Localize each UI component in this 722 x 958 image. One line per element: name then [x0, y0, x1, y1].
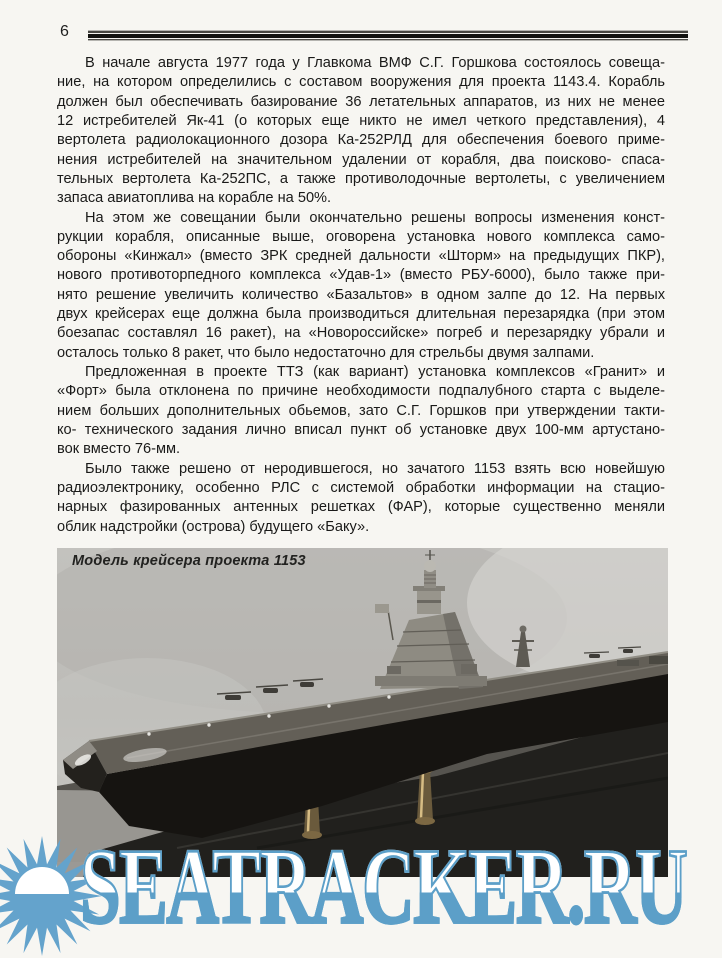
text-line: вок вместо 76-мм.	[57, 441, 181, 458]
text-line: Предложенная в проекте ТТЗ (как вариант) установка комплексов «Гранит» и	[85, 364, 665, 380]
paragraph	[57, 209, 665, 364]
paragraph	[57, 54, 665, 209]
text-line: «Форт» была отклонена по причине необходимости подпалубного старта с выделе-	[57, 383, 665, 400]
text-line: обороны «Кинжал» (вместо ЗРК средней дальности «Шторм» на предыдущих ПКР),	[57, 248, 665, 265]
text-line: В начале августа 1977 года у Главкома ВМФ С.Г. Горшкова состоялось совеща-	[85, 55, 665, 71]
text-line: нарных фазированных антенных решетках (ФАР), которые существенно меняли	[57, 499, 665, 516]
text-line: 12 истребителей Як-41 (о которых еще никто не имел четкого представления), 4	[57, 112, 665, 129]
text-line: вертолета радиолокационного дозора Ка-252РЛД для обеспечения боевого приме-	[57, 132, 665, 149]
text-line: двух крейсерах еще должна была производиться длительная перезарядка (при этом	[57, 306, 665, 323]
body-text	[57, 54, 665, 537]
text-line: нято решение увеличить количество «Базальтов» в одном залпе до 12. На первых	[57, 286, 665, 303]
text-line: рукции корабля, описанные выше, оговорена установка нового комплекса само-	[57, 228, 665, 245]
paragraph	[57, 363, 665, 460]
text-line: тельных вертолета Ка-252ПС, а также противолодочные вертолеты, с увеличением	[57, 170, 665, 187]
text-line: ко- технического задания лично вписал пункт об установке двух 100-мм артустано-	[57, 421, 665, 438]
text-line: радиоэлектронику, особенно РЛС с системой обработки информации на стацио-	[57, 479, 665, 496]
text-line: На этом же совещании были окончательно решены вопросы изменения конст-	[85, 209, 665, 226]
watermark-text: SEATRACKER.RU	[80, 826, 687, 947]
text-line: запаса авиатоплива на корабле на 50%.	[57, 190, 332, 207]
header-rule	[88, 30, 688, 41]
figure-caption: Модель крейсера проекта 1153	[72, 553, 306, 569]
text-line: нием больших дополнительных обьемов, зато С.Г. Горшков при утверждении такти-	[57, 402, 665, 419]
ship-model-photo	[57, 548, 668, 877]
page-number: 6	[60, 23, 70, 40]
text-line: боезапас составлял 16 ракет), на «Новороссийске» погреб и перезарядку убрали и	[57, 325, 665, 342]
text-line: нения истребителей на значительном удалении от корабля, два поисково- спаса-	[57, 151, 665, 168]
text-line: должен был обеспечивать базирование 36 летательных аппаратов, из них не менее	[57, 93, 665, 110]
text-line: нового противоторпедного комплекса «Удав-1» (вместо РБУ-6000), было также при-	[57, 267, 665, 284]
text-line: ние, на котором определились с составом вооружения для проекта 1143.4. Корабль	[57, 74, 665, 91]
text-line: облик надстройки (острова) будущего «Баку».	[57, 518, 370, 535]
paragraph	[57, 460, 665, 537]
figure	[57, 548, 668, 877]
text-line: Было также решено от неродившегося, но зачатого 1153 взять всю новейшую	[85, 460, 665, 477]
text-line: осталось только 8 ракет, что было недостаточно для стрельбы двумя залпами.	[57, 344, 595, 361]
